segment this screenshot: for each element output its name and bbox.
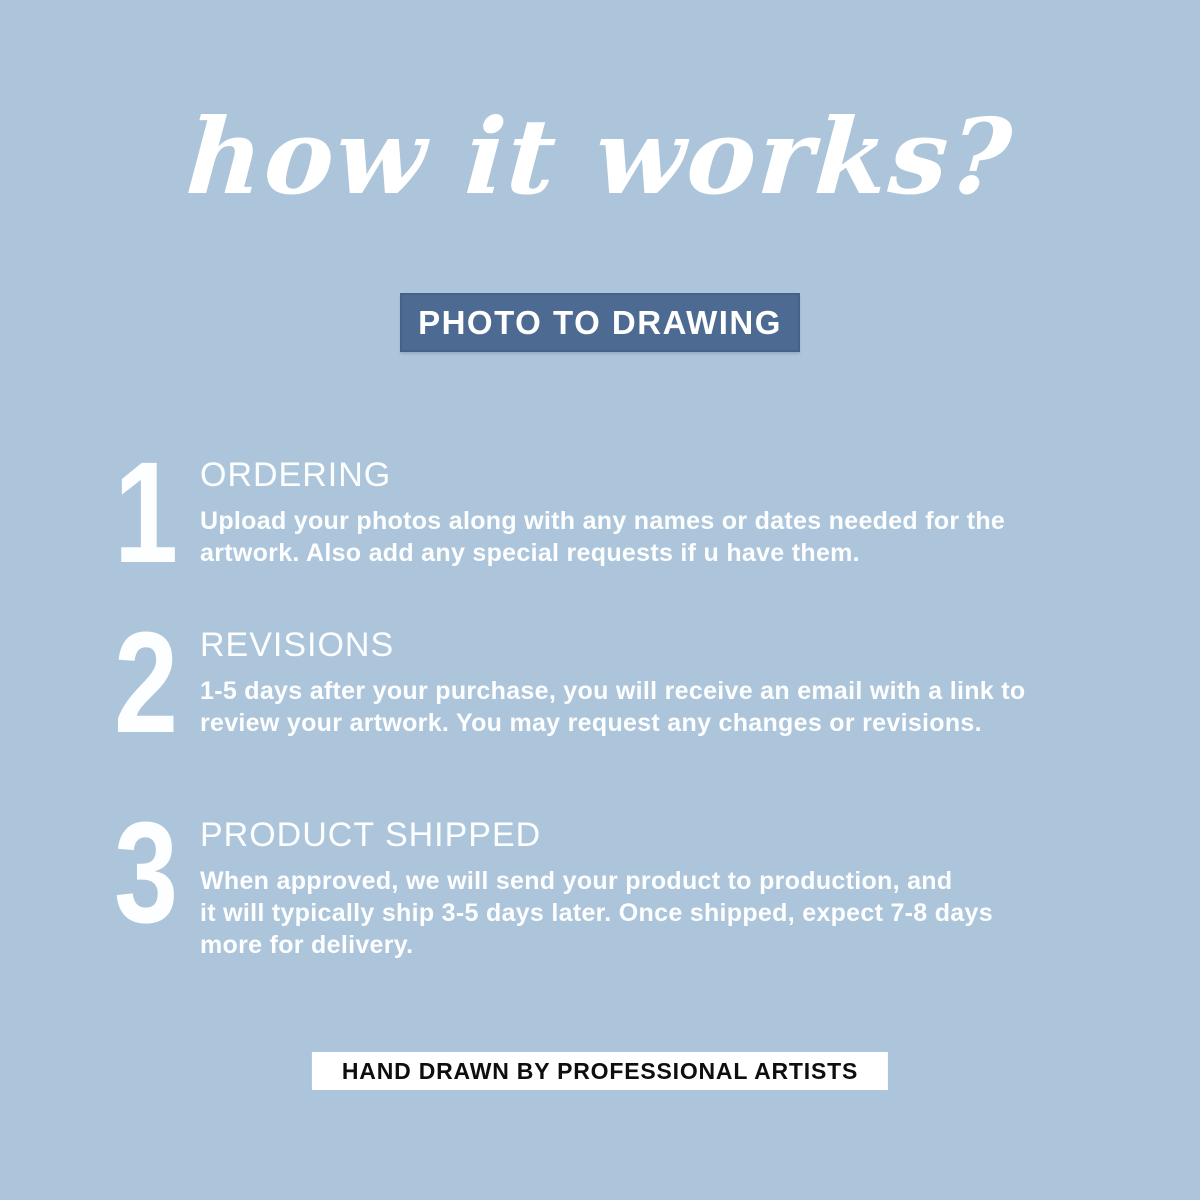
description-line: Upload your photos along with any names or dates needed for the xyxy=(200,507,1006,535)
description-line: 1-5 days after your purchase, you will receive an email with a link to xyxy=(200,677,1026,705)
page-title: how it works? xyxy=(182,95,1018,218)
step-content xyxy=(200,458,1092,569)
badge-label: PHOTO TO DRAWING xyxy=(418,303,782,341)
footer-label: HAND DRAWN BY PROFESSIONAL ARTISTS xyxy=(341,1057,859,1084)
description-line: more for delivery. xyxy=(200,931,414,959)
step-description xyxy=(200,675,1092,739)
step-ordering xyxy=(112,432,1092,593)
description-line: When approved, we will send your product to production, and xyxy=(200,867,953,895)
step-title: ORDERING xyxy=(200,456,392,494)
step-content xyxy=(200,818,1092,961)
description-line: artwork. Also add any special requests if u have them. xyxy=(200,539,860,567)
step-title: PRODUCT SHIPPED xyxy=(200,816,542,854)
step-content xyxy=(200,628,1092,739)
step-number: 2 xyxy=(114,602,179,763)
step-description xyxy=(200,865,1092,961)
step-title: REVISIONS xyxy=(200,626,395,664)
step-revisions xyxy=(112,602,1092,763)
photo-to-drawing-badge xyxy=(400,293,800,352)
step-product-shipped xyxy=(112,792,1092,961)
footer-banner xyxy=(312,1052,888,1090)
step-number: 3 xyxy=(114,792,179,953)
description-line: review your artwork. You may request any changes or revisions. xyxy=(200,709,982,737)
description-line: it will typically ship 3-5 days later. Once shipped, expect 7-8 days xyxy=(200,899,993,927)
step-number: 1 xyxy=(114,432,179,593)
step-description xyxy=(200,505,1092,569)
